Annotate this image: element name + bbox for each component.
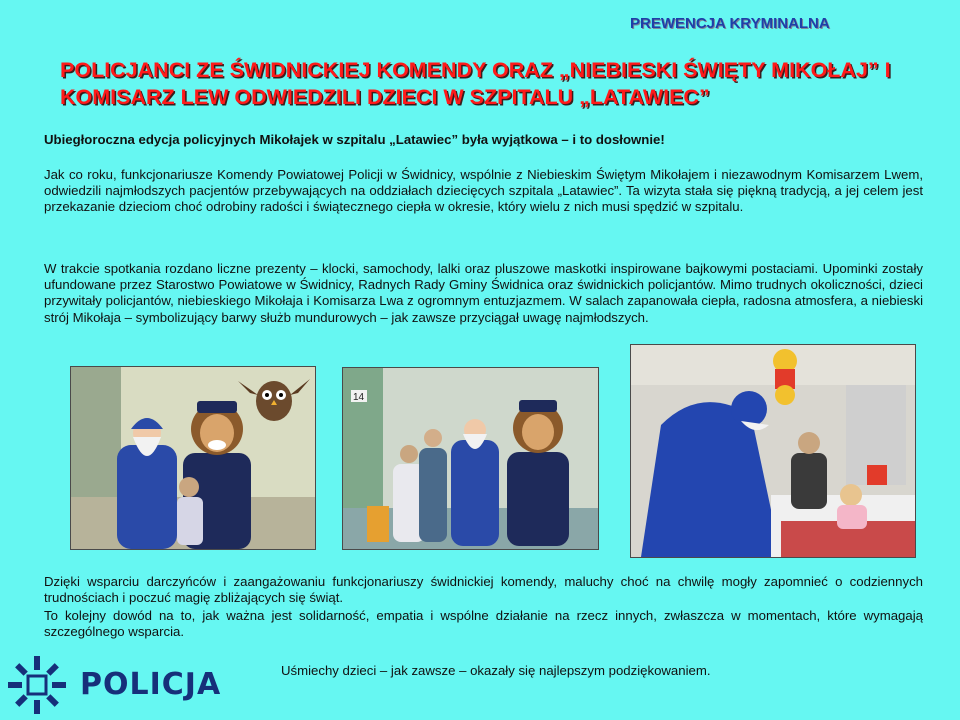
closing-line: Uśmiechy dzieci – jak zawsze – okazały się najlepszym podziękowaniem. — [281, 663, 711, 678]
photo-door-number: 14 — [353, 392, 365, 403]
article-paragraph-3: Dzięki wsparciu darczyńców i zaangażowaniu funkcjonariuszy świdnickiej komendy, maluchy choć na chwilę mogły zapomnieć o codziennych trudnościach i poczuć magię zbliżających się świąt. — [44, 574, 923, 606]
policja-logo — [4, 654, 222, 716]
policja-logo-text: POLICJA — [80, 667, 222, 702]
photo-hallway-group — [342, 367, 599, 550]
article-title: POLICJANCI ZE ŚWIDNICKIEJ KOMENDY ORAZ „NIEBIESKI ŚWIĘTY MIKOŁAJ” I KOMISARZ LEW ODWIEDZILI DZIECI W SZPITALU „LATAWIEC” — [60, 58, 891, 109]
photo-santa-lion-child — [70, 366, 316, 550]
article-lead: Ubiegłoroczna edycja policyjnych Mikołajek w szpitalu „Latawiec” była wyjątkowa – i to dosłownie! — [44, 132, 665, 147]
photo-hospital-bed-visit — [630, 344, 916, 558]
section-label: PREWENCJA KRYMINALNA — [630, 15, 830, 32]
article-paragraph-2: W trakcie spotkania rozdano liczne prezenty – klocki, samochody, lalki oraz pluszowe maskotki inspirowane bajkowymi postaciami. Upominki zostały ufundowane przez Starostwo Powiatowe w Świdnicy, Radnych Rady Gminy Świdnica oraz świdnickich policjantów. Mimo trudnych okoliczności, dzieci przywitały policjantów, niebieskiego Mikołaja i Komisarza Lwa z ogromnym entuzjazmem. W salach zapanowała ciepła, radosna atmosfera, a niebieski strój Mikołaja – symbolizujący barwy służb mundurowych – jak zawsze przyciągał uwagę najmłodszych. — [44, 261, 923, 325]
article-paragraph-4: To kolejny dowód na to, jak ważna jest solidarność, empatia i wspólne działanie na rzecz innych, zwłaszcza w momentach, które wymagają szczególnego wsparcia. — [44, 608, 923, 640]
article-paragraph-1: Jak co roku, funkcjonariusze Komendy Powiatowej Policji w Świdnicy, wspólnie z Niebieskim Świętym Mikołajem i niezawodnym Komisarzem Lwem, odwiedzili najmłodszych pacjentów przebywających na oddziałach dziecięcych szpitala „Latawiec”. Ta wizyta stała się piękną tradycją, a jej celem jest przekazanie dzieciom choć odrobiny radości i świątecznego ciepła w okresie, który wielu z nich musi spędzić w szpitalu. — [44, 167, 923, 215]
police-star-icon — [4, 654, 70, 716]
